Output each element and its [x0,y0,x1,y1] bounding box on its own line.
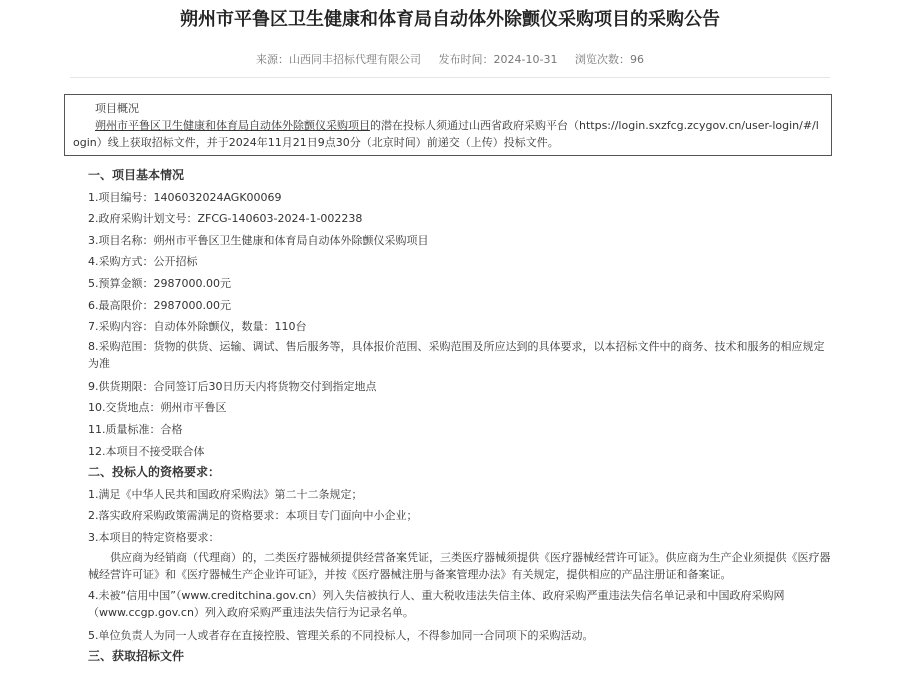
info-item-method: 4.采购方式：公开招标 [88,255,198,269]
info-item-max-price: 6.最高限价：2987000.00元 [88,298,231,312]
summary-heading: 项目概况 [95,102,139,115]
section-heading-basic-info: 一、项目基本情况 [88,168,185,182]
page-title: 朔州市平鲁区卫生健康和体育局自动体外除颤仪采购项目的采购公告 [180,9,720,30]
view-count: 浏览次数：96 [574,53,644,66]
project-summary-box [64,94,832,156]
meta-info [0,52,900,78]
info-item-project-code: 1.项目编号：1406032024AGK00069 [88,190,282,204]
info-item-budget: 5.预算金额：2987000.00元 [88,276,231,290]
publish-time: 发布时间：2024-10-31 [438,53,558,66]
qual-item-3-detail: 供应商为经销商（代理商）的，二类医疗器械须提供经营备案凭证，三类医疗器械须提供《医疗器械经营许可证》。供应商为生产企业须提供《医疗器械经营许可证》和《医疗器械生产企业许可证》，并按《医疗器械注册与备案管理办法》有关规定，提供相应的产品注册证和备案证。 [88,550,831,581]
qual-item-2: 2.落实政府采购政策需满足的资格要求：本项目专门面向中小企业； [88,509,418,523]
info-item-plan-number: 2.政府采购计划文号：ZFCG-140603-2024-1-002238 [88,212,363,226]
info-item-project-name: 3.项目名称：朔州市平鲁区卫生健康和体育局自动体外除颤仪采购项目 [88,233,429,247]
qual-item-1: 1.满足《中华人民共和国政府采购法》第二十二条规定； [88,487,363,501]
info-item-delivery-period: 9.供货期限：合同签订后30日历天内将货物交付到指定地点 [88,379,377,393]
qual-item-5: 5.单位负责人为同一人或者存在直接控股、管理关系的不同投标人，不得参加同一合同项下的采购活动。 [88,628,594,642]
summary-text: 的潜在投标人须通过山西省政府采购平台（https://login.sxzfcg.zcygov.cn/user-login/#/login）线上获取招标文件，并于2024年11月21日9点30分（北京时间）前递交（上传）投标文件。 [73,119,819,149]
info-item-scope: 8.采购范围：货物的供货、运输、调试、售后服务等，具体报价范围、采购范围及所应达到的具体要求，以本招标文件中的商务、技术和服务的相应规定为准 [88,339,825,370]
project-name-link[interactable]: 朔州市平鲁区卫生健康和体育局自动体外除颤仪采购项目 [95,119,370,132]
qual-item-3: 3.本项目的特定资格要求： [88,530,220,544]
qual-item-4: 4.未被“信用中国”（www.creditchina.gov.cn）列入失信被执行人、重大税收违法失信主体、政府采购严重违法失信名单记录和中国政府采购网（www.ccgp.gov.cn）列入政府采购严重违法失信行为记录名单。 [88,588,785,619]
info-item-content: 7.采购内容：自动体外除颤仪，数量：110台 [88,320,307,334]
info-item-consortium: 12.本项目不接受联合体 [88,444,205,458]
source-label: 来源：山西同丰招标代理有限公司 [256,53,422,66]
section-heading-qualification: 二、投标人的资格要求： [88,465,221,480]
announcement-content [88,165,834,668]
info-item-quality: 11.质量标准：合格 [88,422,183,436]
summary-body [73,117,823,151]
info-item-delivery-place: 10.交货地点：朔州市平鲁区 [88,401,227,415]
section-heading-obtain-documents: 三、获取招标文件 [88,649,185,664]
